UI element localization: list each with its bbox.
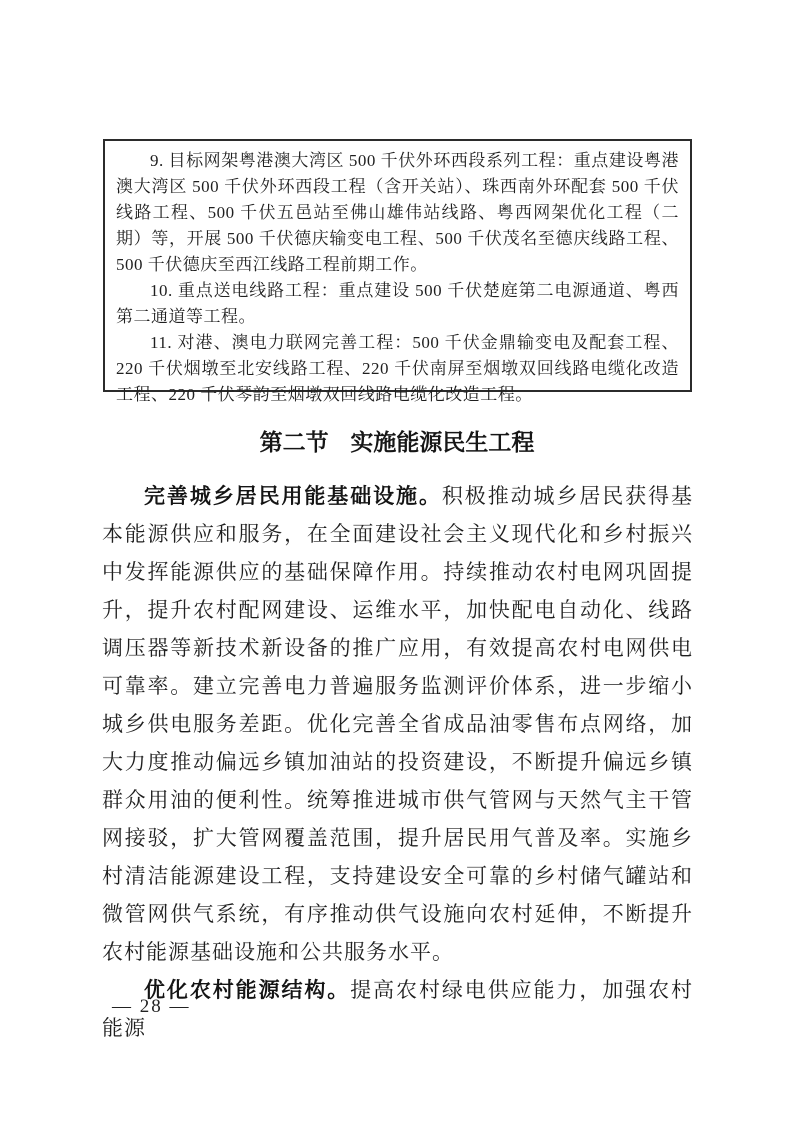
- box-item-11: 11. 对港、澳电力联网完善工程：500 千伏金鼎输变电及配套工程、220 千伏烟墩至北安线路工程、220 千伏南屏至烟墩双回线路电缆化改造工程、220 千伏琴韵至烟墩双回线路电缆化改造工程。: [116, 333, 679, 404]
- paragraph-2-text: 提高农村绿电供应能力，加强农村能源: [102, 978, 693, 1040]
- paragraph-energy-infrastructure: [102, 477, 693, 971]
- box-item-9: 9. 目标网架粤港澳大湾区 500 千伏外环西段系列工程：重点建设粤港澳大湾区 500 千伏外环西段工程（含开关站）、珠西南外环配套 500 千伏线路工程、500 千伏五邑站至佛山雄伟站线路、粤西网架优化工程（二期）等，开展 500 千伏德庆输变电工程、500 千伏茂名至德庆线路工程、500 千伏德庆至西江线路工程前期工作。: [116, 151, 679, 274]
- key-projects-box: [103, 139, 692, 404]
- paragraph-1-lead: 完善城乡居民用能基础设施。: [144, 484, 442, 508]
- paragraph-2-lead: 优化农村能源结构。: [144, 978, 351, 1002]
- box-item-10: 10. 重点送电线路工程：重点建设 500 千伏楚庭第二电源通道、粤西第二通道等工程。: [116, 281, 679, 326]
- section-title: 实施能源民生工程: [350, 429, 535, 455]
- body-text: [102, 477, 693, 1047]
- section-heading: [0, 424, 794, 457]
- page-number: — 28 —: [112, 996, 191, 1017]
- section-number: 第二节: [259, 429, 329, 455]
- paragraph-1-text: 积极推动城乡居民获得基本能源供应和服务，在全面建设社会主义现代化和乡村振兴中发挥能源供应的基础保障作用。持续推动农村电网巩固提升，提升农村配网建设、运维水平，加快配电自动化、线路调压器等新技术新设备的推广应用，有效提高农村电网供电可靠率。建立完善电力普遍服务监测评价体系，进一步缩小城乡供电服务差距。优化完善全省成品油零售布点网络，加大力度推动偏远乡镇加油站的投资建设，不断提升偏远乡镇群众用油的便利性。统筹推进城市供气管网与天然气主干管网接驳，扩大管网覆盖范围，提升居民用气普及率。实施乡村清洁能源建设工程，支持建设安全可靠的乡村储气罐站和微管网供气系统，有序推动供气设施向农村延伸，不断提升农村能源基础设施和公共服务水平。: [102, 484, 694, 964]
